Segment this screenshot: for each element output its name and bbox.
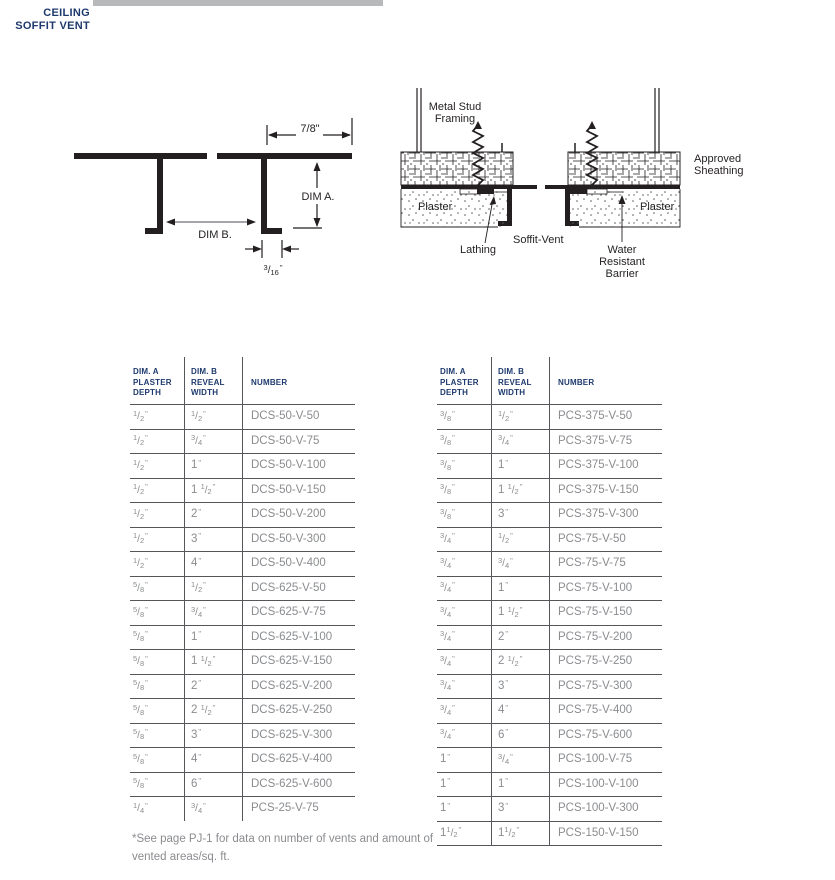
dimension-cell: 2" xyxy=(492,626,550,650)
dimension-cell: $^5$/8" xyxy=(130,577,185,601)
part-number-cell: PCS-75-V-200 xyxy=(558,630,633,643)
dimension-cell: $^3$/8" xyxy=(437,405,492,429)
dimension-cell: 3" xyxy=(185,528,243,552)
lip-width-arrowheads xyxy=(253,246,291,253)
dimension-cell: $^3$/4" xyxy=(437,675,492,699)
part-number-cell: PCS-100-V-100 xyxy=(558,777,639,790)
table-row xyxy=(437,772,662,797)
dimension-cell: 3" xyxy=(492,797,550,821)
dim-a-label: DIM A. xyxy=(298,191,338,203)
dimension-cell: $^1$/2" xyxy=(130,479,185,503)
dimension-cell: 2 $^1$/2" xyxy=(185,699,243,723)
dimension-cell: $^5$/8" xyxy=(130,724,185,748)
dimension-cell: 6" xyxy=(185,773,243,797)
dimension-cell: $^1$/2" xyxy=(130,528,185,552)
table-bottom-border xyxy=(437,845,662,846)
sheathing-panel-left xyxy=(401,152,513,185)
dimension-cell: 2 $^1$/2" xyxy=(492,650,550,674)
dimension-cell: 6" xyxy=(492,724,550,748)
part-number-cell: PCS-75-V-100 xyxy=(558,581,633,594)
part-number-cell: PCS-75-V-75 xyxy=(558,557,626,569)
table-row xyxy=(130,747,355,772)
table-row xyxy=(437,478,662,503)
page-title xyxy=(0,7,90,33)
dimension-cell: $^1$/2" xyxy=(130,503,185,527)
screw-right-tip xyxy=(588,121,596,129)
table-row xyxy=(130,649,355,674)
installation-detail-diagram xyxy=(393,85,835,290)
table-row xyxy=(130,796,355,821)
part-number-cell: DCS-50-V-75 xyxy=(251,434,320,447)
part-number-cell: PCS-75-V-600 xyxy=(558,728,633,741)
water-barrier-label: Water Resistant Barrier xyxy=(599,244,645,280)
part-number-cell: DCS-625-V-600 xyxy=(251,777,333,790)
part-number-cell: PCS-375-V-300 xyxy=(558,508,639,520)
part-number-cell: PCS-75-V-50 xyxy=(558,532,626,545)
part-number-cell: DCS-625-V-50 xyxy=(251,581,326,594)
dimension-cell: 3" xyxy=(492,675,550,699)
column-header: NUMBER xyxy=(251,378,288,387)
dimension-cell: $^3$/4" xyxy=(492,552,550,576)
plaster-right-label: Plaster xyxy=(640,201,675,213)
part-number-cell: DCS-50-V-200 xyxy=(251,508,326,520)
part-number-cell: PCS-75-V-250 xyxy=(558,655,633,667)
dimension-cell: $^3$/4" xyxy=(437,699,492,723)
part-number-cell: PCS-75-V-300 xyxy=(558,679,633,692)
dimension-cell: $^3$/8" xyxy=(437,430,492,454)
part-number-cell: DCS-625-V-75 xyxy=(251,606,326,618)
part-number-cell: DCS-50-V-300 xyxy=(251,532,326,545)
dimension-cell: $^3$/4" xyxy=(437,724,492,748)
sheathing-panel-right xyxy=(568,152,680,185)
part-number-cell: DCS-50-V-400 xyxy=(251,557,326,569)
table-row xyxy=(437,551,662,576)
dimension-cell: $^1$/2" xyxy=(185,405,243,429)
approved-sheathing-label: Approved Sheathing xyxy=(694,153,744,177)
table-row xyxy=(437,674,662,699)
dimension-cell: $^3$/4" xyxy=(492,430,550,454)
dimension-cell: $^1$/2" xyxy=(130,454,185,478)
part-number-cell: DCS-50-V-100 xyxy=(251,459,326,471)
dimension-cell: 1 $^1$/2" xyxy=(492,601,550,625)
dimension-cell: $^3$/4" xyxy=(437,650,492,674)
part-number-cell: PCS-100-V-75 xyxy=(558,753,633,765)
dimension-cell: $^1$/2" xyxy=(130,552,185,576)
dimension-cell: $^1$/2" xyxy=(130,405,185,429)
soffit-vent-label: Soffit-Vent xyxy=(513,234,564,246)
dimension-cell: 1" xyxy=(437,748,492,772)
table-row xyxy=(130,551,355,576)
table-header-row xyxy=(437,357,662,404)
vent-profile-diagram xyxy=(60,110,360,285)
dimension-cell: 1" xyxy=(492,454,550,478)
part-number-cell: PCS-375-V-75 xyxy=(558,434,633,447)
table-row xyxy=(437,404,662,429)
part-number-cell: DCS-625-V-200 xyxy=(251,679,333,692)
dimension-cell: $^3$/8" xyxy=(437,503,492,527)
table-row xyxy=(437,625,662,650)
part-number-cell: PCS-375-V-150 xyxy=(558,483,639,496)
dimension-cell: 2" xyxy=(185,675,243,699)
dimension-cell: 4" xyxy=(185,748,243,772)
dimension-cell: $^5$/8" xyxy=(130,626,185,650)
table-row xyxy=(437,502,662,527)
part-number-cell: DCS-50-V-150 xyxy=(251,483,326,496)
part-number-cell: DCS-625-V-250 xyxy=(251,704,333,716)
dimension-cell: $^1$/2" xyxy=(492,405,550,429)
part-number-cell: PCS-75-V-400 xyxy=(558,704,633,716)
part-number-cell: PCS-375-V-50 xyxy=(558,410,633,422)
sheathing-fastener-ticks xyxy=(502,143,575,152)
part-number-cell: PCS-75-V-150 xyxy=(558,606,633,618)
table-row xyxy=(130,600,355,625)
table-row xyxy=(130,698,355,723)
part-number-cell: DCS-50-V-50 xyxy=(251,410,320,422)
dimension-cell: $^3$/4" xyxy=(185,601,243,625)
table-row xyxy=(437,698,662,723)
part-number-cell: PCS-375-V-100 xyxy=(558,459,639,471)
dimension-cell: $^1$/4" xyxy=(130,797,185,821)
part-number-cell: PCS-25-V-75 xyxy=(251,802,319,814)
table-row xyxy=(130,772,355,797)
plaster-left-label: Plaster xyxy=(418,201,453,213)
dimension-cell: $^3$/4" xyxy=(437,552,492,576)
dimension-cell: $^3$/4" xyxy=(437,528,492,552)
dimension-cell: 1" xyxy=(437,773,492,797)
dimension-cell: $^3$/8" xyxy=(437,479,492,503)
dimension-cell: $^5$/8" xyxy=(130,773,185,797)
dimension-cell: $^3$/4" xyxy=(185,797,243,821)
dimension-cell: 1" xyxy=(185,454,243,478)
lip-width-label: $^3$/16" xyxy=(263,262,283,277)
dimension-cell: $^1$/2" xyxy=(185,577,243,601)
table-row xyxy=(437,821,662,846)
dimension-cell: $^3$/4" xyxy=(185,430,243,454)
top-gray-bar xyxy=(93,0,383,6)
dimension-cell: 1" xyxy=(437,797,492,821)
table-row xyxy=(130,527,355,552)
dimension-cell: $^3$/4" xyxy=(437,626,492,650)
product-table-pcs xyxy=(437,357,662,846)
dimension-cell: 1$^1$/2" xyxy=(492,822,550,846)
dimension-cell: 1" xyxy=(492,773,550,797)
table-row xyxy=(130,429,355,454)
table-row xyxy=(437,796,662,821)
dimension-cell: $^3$/8" xyxy=(437,454,492,478)
footnote: *See page PJ-1 for data on number of vents and amount of vented areas/sq. ft. xyxy=(132,833,434,863)
table-row xyxy=(437,723,662,748)
table-row xyxy=(130,625,355,650)
column-header: NUMBER xyxy=(558,378,595,387)
flange-width-label: 7/8" xyxy=(300,123,320,135)
dimension-cell: 3" xyxy=(185,724,243,748)
table-row xyxy=(130,723,355,748)
dimension-cell: 1 $^1$/2" xyxy=(492,479,550,503)
dimension-cell: $^1$/2" xyxy=(492,528,550,552)
product-table-dcs xyxy=(130,357,355,821)
dimension-cell: 1" xyxy=(185,626,243,650)
dimension-cell: $^5$/8" xyxy=(130,748,185,772)
dimension-cell: 3" xyxy=(492,503,550,527)
part-number-cell: DCS-625-V-150 xyxy=(251,655,333,667)
dimension-cell: 2" xyxy=(185,503,243,527)
part-number-cell: DCS-625-V-100 xyxy=(251,630,333,643)
table-row xyxy=(437,649,662,674)
table-row xyxy=(130,478,355,503)
dimension-cell: $^5$/8" xyxy=(130,601,185,625)
page-title-line1: CEILING xyxy=(43,7,90,19)
table-row xyxy=(437,527,662,552)
table-row xyxy=(437,576,662,601)
table-row xyxy=(437,747,662,772)
table-row xyxy=(130,453,355,478)
part-number-cell: DCS-625-V-400 xyxy=(251,753,333,765)
dimension-cell: 1" xyxy=(492,577,550,601)
part-number-cell: PCS-150-V-150 xyxy=(558,826,639,839)
lathing-label: Lathing xyxy=(459,244,497,256)
column-header: DIM. B REVEAL WIDTH xyxy=(185,357,243,404)
dimension-cell: $^1$/2" xyxy=(130,430,185,454)
dimension-cell: 1$^1$/2" xyxy=(437,822,492,846)
table-row xyxy=(130,404,355,429)
dimension-cell: 4" xyxy=(492,699,550,723)
dimension-cell: $^5$/8" xyxy=(130,699,185,723)
dimension-cell: $^5$/8" xyxy=(130,650,185,674)
part-number-cell: DCS-625-V-300 xyxy=(251,728,333,741)
column-header: DIM. A PLASTER DEPTH xyxy=(130,357,185,404)
column-header: DIM. B REVEAL WIDTH xyxy=(492,357,550,404)
dimension-cell: 1 $^1$/2" xyxy=(185,650,243,674)
dimension-cell: $^5$/8" xyxy=(130,675,185,699)
table-row xyxy=(130,674,355,699)
dimension-cell: 4" xyxy=(185,552,243,576)
metal-stud-label: Metal Stud Framing xyxy=(428,101,482,125)
dimension-cell: $^3$/4" xyxy=(437,601,492,625)
dimension-cell: $^3$/4" xyxy=(492,748,550,772)
dimension-cell: 1 $^1$/2" xyxy=(185,479,243,503)
table-header-row xyxy=(130,357,355,404)
dim-b-label: DIM B. xyxy=(198,229,232,241)
table-row xyxy=(437,600,662,625)
table-row xyxy=(437,429,662,454)
table-row xyxy=(130,576,355,601)
column-header: DIM. A PLASTER DEPTH xyxy=(437,357,492,404)
page-title-line2: SOFFIT VENT xyxy=(15,20,90,32)
table-row xyxy=(437,453,662,478)
part-number-cell: PCS-100-V-300 xyxy=(558,802,639,814)
table-row xyxy=(130,502,355,527)
dimension-cell: $^3$/4" xyxy=(437,577,492,601)
